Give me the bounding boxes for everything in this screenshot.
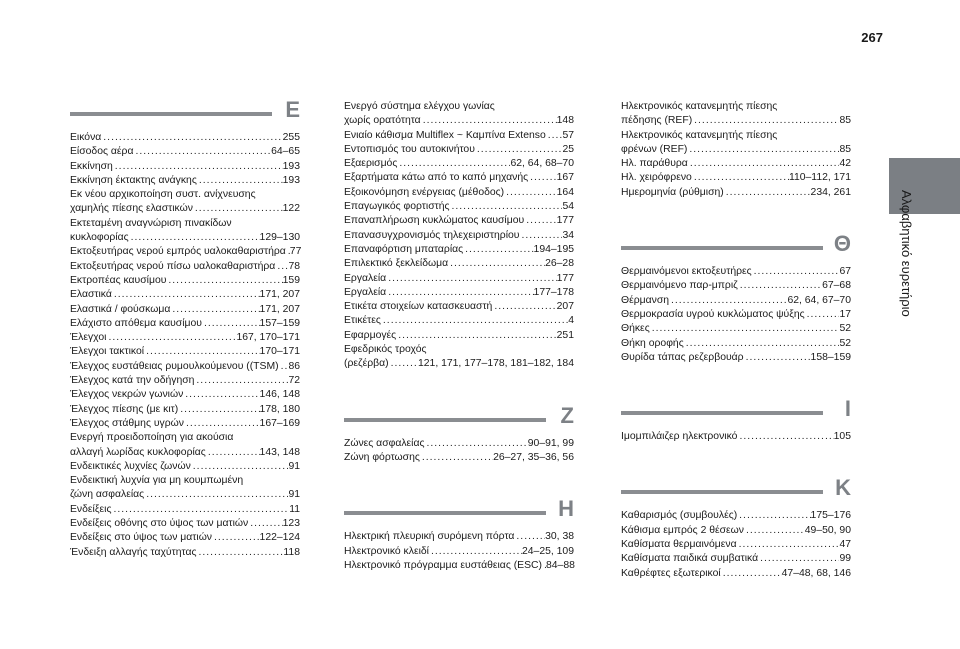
entry-name: Εργαλεία (344, 272, 387, 284)
entry-pages: 47 (839, 539, 851, 551)
entry-name: Καθίσματα θερμαινόμενα (621, 539, 737, 551)
entry-pages: 129–130 (259, 232, 300, 244)
entry-name: Θήκη οροφής (621, 337, 684, 349)
index-entry (344, 229, 574, 243)
index-entry (70, 531, 300, 545)
entry-pages: 143, 148 (259, 446, 300, 458)
dot-leader (721, 567, 782, 581)
entry-name: Επαναφόρτιση μπαταρίας (344, 243, 464, 255)
dot-leader (193, 202, 283, 216)
section-gap (621, 444, 851, 478)
entry-name: Ιμομπιλάιζερ ηλεκτρονικό (621, 431, 738, 443)
dot-leader (279, 360, 289, 374)
entry-pages: 167–169 (259, 417, 300, 429)
index-entry (621, 308, 851, 322)
dot-leader (724, 186, 811, 200)
index-entry (621, 567, 851, 581)
entry-name: Ελάχιστο απόθεμα καυσίμου (70, 317, 202, 329)
dot-leader (692, 171, 789, 185)
entry-pages: 90–91, 99 (527, 437, 574, 449)
index-entry (344, 214, 574, 228)
entry-name: Ηλεκτρονικό κλειδί (344, 545, 429, 557)
dot-leader (448, 257, 545, 271)
entry-pages: 62, 64, 67–70 (787, 294, 851, 306)
index-entry (70, 260, 300, 274)
dot-leader (546, 129, 563, 143)
entry-pages: 67–68 (822, 280, 851, 292)
entry-pages: 251 (556, 329, 574, 341)
index-entry (70, 517, 300, 531)
dot-leader (420, 451, 493, 465)
entry-pages: 54 (562, 201, 574, 213)
entry-pages: 164 (556, 186, 574, 198)
dot-leader (650, 322, 840, 336)
index-entry (344, 129, 574, 143)
entry-pages: 85 (839, 115, 851, 127)
index-entry (70, 131, 300, 145)
entry-pages: 193 (282, 160, 300, 172)
section-header (344, 402, 574, 435)
entry-name: Ενδεικτικές λυχνίες ζωνών (70, 460, 191, 472)
dot-leader (519, 229, 562, 243)
entry-name: Επαναπλήρωση κυκλώματος καυσίμου (344, 215, 525, 227)
page-number: 267 (861, 30, 883, 45)
entry-pages: 86 (288, 360, 300, 372)
index-entry (344, 530, 574, 544)
entry-name: Εξαρτήματα κάτω από το καπό μηχανής (344, 172, 529, 184)
index-entry (70, 231, 300, 245)
dot-leader (688, 157, 840, 171)
index-entry (621, 294, 851, 308)
entry-pages: 72 (288, 375, 300, 387)
entry-name: Ηλ. χειρόφρενο (621, 172, 692, 184)
section-header (70, 97, 300, 129)
index-entry (621, 430, 851, 444)
entry-pages: 193 (282, 174, 300, 186)
index-entry (621, 265, 851, 279)
entry-pages: 122–124 (259, 532, 300, 544)
entry-name: Ελαστικά (70, 289, 112, 301)
entry-pages: 118 (283, 546, 300, 558)
section-gap (344, 465, 574, 499)
index-entry (70, 488, 300, 502)
side-label: Αλφαβητικό ευρετήριο (899, 190, 914, 317)
section-rule (621, 246, 823, 250)
entry-pages: 255 (282, 132, 300, 143)
dot-leader (805, 308, 840, 322)
dot-leader (101, 131, 282, 145)
index-entry (621, 337, 851, 351)
section-header (344, 496, 574, 528)
section-rule (344, 511, 546, 515)
entry-name: φρένων (REF) (621, 143, 688, 155)
index-entry (70, 245, 300, 259)
entry-name: Εντοπισμός του αυτοκινήτου (344, 143, 475, 155)
entry-name: Ηλ. παράθυρα (621, 158, 688, 170)
entry-name: Έλεγχος στάθμης υγρών (70, 417, 184, 429)
index-entry (344, 114, 574, 128)
dot-leader (684, 337, 840, 351)
index-entry-line: Ενδεικτική λυχνία για μη κουμπωμένη (70, 475, 244, 487)
entry-name: Ελαστικά / φούσκωμα (70, 303, 171, 315)
index-entry (621, 351, 851, 365)
entry-pages: 170–171 (259, 346, 300, 358)
dot-leader (202, 317, 260, 331)
entry-pages: 52 (839, 323, 851, 335)
dot-leader (386, 272, 556, 286)
entry-pages: 30, 38 (545, 531, 574, 543)
entry-pages: 34 (562, 229, 574, 241)
index-entry (70, 345, 300, 359)
entry-pages: 178, 180 (259, 403, 300, 415)
index-entry-line: Εκτεταμένη αναγνώριση πινακίδων (70, 217, 232, 229)
entry-name: Ζώνες ασφαλείας (344, 437, 425, 449)
entry-name: Έλεγχος πίεσης (με κιτ) (70, 403, 179, 415)
index-entry (344, 545, 574, 559)
dot-leader (758, 552, 839, 566)
entry-pages: 146, 148 (259, 389, 300, 401)
entry-pages: 157–159 (259, 317, 300, 329)
entry-name: Ζώνη φόρτωσης (344, 451, 420, 463)
entry-pages: 4 (568, 315, 574, 327)
entry-name: Κάθισμα εμπρός 2 θέσεων (621, 524, 744, 536)
dot-leader (737, 538, 840, 552)
entry-name: Επιλεκτικό ξεκλείδωμα (344, 258, 449, 270)
entry-name: Έλεγχοι (70, 332, 107, 344)
entry-name: πέδησης (REF) (621, 115, 693, 127)
index-entry (70, 446, 300, 460)
entry-pages: 62, 64, 68–70 (510, 158, 574, 170)
entry-name: Ενδείξεις (70, 503, 112, 515)
dot-leader (133, 145, 271, 159)
entry-name: Είσοδος αέρα (70, 146, 134, 158)
index-entry (344, 300, 574, 314)
dot-leader (421, 114, 557, 128)
entry-pages: 207 (556, 301, 574, 313)
section-header (621, 231, 851, 263)
entry-name: Ετικέτες (344, 315, 381, 327)
index-entry (70, 503, 300, 517)
index-entry (344, 437, 574, 451)
dot-leader (389, 357, 418, 371)
index-entry-line: Ηλεκτρονικός κατανεμητής πίεσης (621, 101, 778, 112)
entry-pages: 105 (833, 431, 851, 443)
dot-leader (144, 345, 259, 359)
entry-pages: 49–50, 90 (804, 524, 851, 536)
entry-pages: 122 (282, 203, 300, 215)
index-entry-line: Εφεδρικός τροχός (344, 344, 427, 356)
index-entry-line: Εκ νέου αρχικοποίηση συστ. ανίχνευσης (70, 189, 256, 201)
entry-pages: 47–48, 68, 146 (781, 567, 851, 579)
entry-pages: 67 (839, 266, 851, 278)
entry-pages: 177–178 (533, 286, 574, 298)
dot-leader (744, 351, 811, 365)
dot-leader (166, 274, 282, 288)
entry-name: χωρίς ορατότητα (344, 115, 421, 127)
index-entry (621, 538, 851, 552)
entry-pages: 177 (556, 272, 574, 284)
index-entry-line: Ηλεκτρονικός κατανεμητής πίεσης (621, 129, 778, 141)
section-rule (344, 418, 546, 422)
dot-leader (396, 329, 556, 343)
dot-leader (475, 143, 563, 157)
dot-leader (737, 430, 833, 444)
index-entry (621, 552, 851, 566)
entry-pages: 26–28 (545, 258, 574, 270)
dot-leader (738, 279, 822, 293)
dot-leader (692, 114, 839, 128)
entry-pages: 91 (288, 489, 300, 501)
index-entry (344, 286, 574, 300)
entry-name: κυκλοφορίας (70, 232, 129, 244)
dot-leader (112, 288, 260, 302)
index-entry (70, 403, 300, 417)
section-letter: Η (558, 496, 574, 522)
entry-pages: 167 (556, 172, 574, 184)
dot-leader (275, 260, 288, 274)
index-entry (344, 329, 574, 343)
entry-pages: 42 (839, 158, 851, 170)
entry-pages: 171, 207 (259, 289, 300, 301)
index-entry (344, 157, 574, 171)
entry-pages: 64–65 (271, 146, 300, 158)
section-header (621, 396, 851, 428)
section-gap (621, 365, 851, 399)
section-letter: Θ (833, 231, 851, 257)
index-entry (621, 186, 851, 200)
dot-leader (113, 160, 283, 174)
index-entry (70, 546, 300, 560)
entry-name: Έλεγχος κατά την οδήγηση (70, 375, 195, 387)
index-entry (70, 417, 300, 431)
index-entry (344, 243, 574, 257)
index-entry (70, 317, 300, 331)
dot-leader (429, 545, 522, 559)
entry-name: Εκκίνηση (70, 160, 113, 172)
entry-name: Καθρέφτες εξωτερικοί (621, 567, 721, 579)
entry-pages: 159 (282, 274, 300, 286)
dot-leader (492, 300, 556, 314)
entry-name: Θυρίδα τάπας ρεζερβουάρ (621, 351, 744, 363)
index-entry (344, 357, 574, 371)
entry-name: Θήκες (621, 323, 650, 335)
dot-leader (524, 214, 556, 228)
index-entry (70, 288, 300, 302)
entry-name: Ενδείξεις στο ύψος των ματιών (70, 532, 213, 544)
dot-leader (184, 417, 260, 431)
dot-leader (129, 231, 260, 245)
entry-name: Εκκίνηση έκτακτης ανάγκης (70, 174, 197, 186)
entry-pages: 234, 261 (810, 186, 851, 198)
section-letter: Ι (844, 396, 851, 422)
index-entry (621, 114, 851, 128)
entry-name: Εξοικονόμηση ενέργειας (μέθοδος) (344, 186, 505, 198)
dot-leader (381, 314, 568, 328)
section-letter: Ε (285, 97, 300, 122)
dot-leader (397, 157, 510, 171)
section-gap (621, 200, 851, 234)
entry-pages: 25 (562, 143, 574, 155)
section-letter: Ζ (560, 402, 574, 428)
index-entry (621, 524, 851, 538)
dot-leader (196, 546, 283, 560)
entry-name: (ρεζέρβα) (344, 358, 389, 370)
dot-leader (194, 374, 288, 388)
entry-name: Επανασυγχρονισμός τηλεχειριστηρίου (344, 229, 520, 241)
dot-leader (248, 517, 282, 531)
entry-name: Εκτοξευτήρας νερού εμπρός υαλοκαθαριστήρα (70, 246, 286, 258)
entry-pages: 52 (839, 337, 851, 349)
section-gap (344, 372, 574, 406)
index-entry (70, 274, 300, 288)
index-entry (344, 143, 574, 157)
entry-name: Έλεγχος νεκρών γωνιών (70, 389, 184, 401)
entry-pages: 194–195 (533, 243, 574, 255)
dot-leader (386, 286, 533, 300)
index-entry (70, 145, 300, 159)
entry-pages: 84–88 (546, 559, 575, 571)
entry-pages: 17 (839, 308, 851, 320)
entry-name: Ηλεκτρική πλευρική συρόμενη πόρτα (344, 531, 515, 543)
entry-pages: 11 (289, 503, 300, 515)
dot-leader (514, 530, 545, 544)
entry-name: Εργαλεία (344, 286, 387, 298)
index-entry-line: Ενεργό σύστημα ελέγχου γωνίας (344, 101, 495, 112)
index-entry (344, 186, 574, 200)
dot-leader (504, 186, 557, 200)
index-entry (70, 374, 300, 388)
entry-pages: 171, 207 (259, 303, 300, 315)
entry-name: Ημερομηνία (ρύθμιση) (621, 186, 724, 198)
entry-pages: 167, 170–171 (236, 332, 300, 344)
entry-name: Εικόνα (70, 132, 102, 143)
entry-name: Εκτροπέας καυσίμου (70, 274, 167, 286)
dot-leader (744, 524, 805, 538)
section-rule (621, 490, 823, 494)
entry-pages: 121, 171, 177–178, 181–182, 184 (417, 358, 574, 370)
entry-name: Καθίσματα παιδικά συμβατικά (621, 553, 759, 565)
entry-name: Ενιαίο κάθισμα Multiflex ~ Καμπίνα Extenso (344, 129, 546, 141)
dot-leader (425, 437, 528, 451)
dot-leader (450, 200, 563, 214)
section-header (621, 475, 851, 507)
index-entry (344, 451, 574, 465)
entry-name: Θέρμανση (621, 294, 670, 306)
dot-leader (183, 388, 259, 402)
index-entry (621, 322, 851, 336)
entry-pages: 77 (289, 246, 302, 258)
index-entry (621, 279, 851, 293)
dot-leader (191, 460, 289, 474)
entry-pages: 99 (839, 553, 851, 565)
index-entry (344, 559, 574, 573)
entry-name: Έλεγχοι τακτικοί (70, 346, 145, 358)
entry-name: Ενδείξεις οθόνης στο ύψος των ματιών (70, 518, 249, 530)
dot-leader (206, 446, 260, 460)
dot-leader (528, 171, 557, 185)
dot-leader (669, 294, 787, 308)
entry-name: Εκτοξευτήρας νερού πίσω υαλοκαθαριστήρα (70, 260, 276, 272)
dot-leader (106, 331, 236, 345)
index-entry (344, 257, 574, 271)
entry-name: Καθαρισμός (συμβουλές) (621, 510, 738, 522)
index-entry (70, 331, 300, 345)
dot-leader (463, 243, 533, 257)
dot-leader (687, 143, 839, 157)
entry-pages: 110–112, 171 (788, 172, 851, 184)
dot-leader (197, 174, 283, 188)
entry-name: Επαγωγικός φορτιστής (344, 201, 450, 213)
entry-pages: 24–25, 109 (521, 545, 574, 557)
section-rule (70, 112, 272, 116)
dot-leader (170, 303, 259, 317)
index-entry (344, 314, 574, 328)
index-entry (70, 388, 300, 402)
dot-leader (737, 509, 810, 523)
index-entry (70, 160, 300, 174)
entry-name: Εφαρμογές (344, 329, 397, 341)
entry-pages: 177 (556, 215, 574, 227)
entry-name: Έλεγχος ευστάθειας ρυμουλκούμενου ((TSM) (70, 360, 279, 372)
index-entry (70, 460, 300, 474)
dot-leader (111, 503, 289, 517)
entry-pages: 91 (288, 460, 300, 472)
entry-pages: 85 (839, 143, 851, 155)
index-entry (70, 360, 300, 374)
entry-pages: 26–27, 35–36, 56 (493, 451, 574, 463)
entry-name: Θερμαινόμενο παρ-μπριζ (621, 280, 738, 292)
section-rule (621, 411, 823, 415)
index-entry (70, 174, 300, 188)
entry-name: Θερμοκρασία υγρού κυκλώματος ψύξης (621, 308, 805, 320)
index-column-3 (621, 100, 851, 581)
entry-name: αλλαγή λωρίδας κυκλοφορίας (70, 446, 206, 458)
index-entry (70, 303, 300, 317)
entry-name: Ηλεκτρονικό πρόγραμμα ευστάθειας (ESC) (344, 559, 542, 571)
index-entry (621, 143, 851, 157)
index-entry (621, 509, 851, 523)
index-entry (344, 272, 574, 286)
entry-name: ζώνη ασφαλείας (70, 489, 145, 501)
entry-name: Ένδειξη αλλαγής ταχύτητας (70, 546, 197, 558)
entry-pages: 78 (288, 260, 300, 272)
index-entry (621, 171, 851, 185)
entry-pages: 123 (282, 518, 300, 530)
entry-pages: 148 (556, 115, 574, 127)
index-column-1 (70, 97, 302, 560)
entry-pages: 158–159 (810, 351, 851, 363)
index-entry (70, 202, 300, 216)
entry-pages: 57 (562, 129, 574, 141)
entry-name: Ετικέτα στοιχείων κατασκευαστή (344, 301, 493, 313)
dot-leader (144, 488, 288, 502)
section-letter: Κ (835, 475, 851, 501)
index-entry (344, 171, 574, 185)
index-entry (621, 157, 851, 171)
entry-name: Εξαερισμός (344, 158, 398, 170)
entry-pages: 175–176 (810, 510, 851, 522)
index-column-2 (344, 100, 574, 573)
dot-leader (752, 265, 840, 279)
dot-leader (178, 403, 259, 417)
entry-name: Θερμαινόμενοι εκτοξευτήρες (621, 266, 752, 278)
entry-name: χαμηλής πίεσης ελαστικών (70, 203, 193, 215)
index-entry-line: Ενεργή προειδοποίηση για ακούσια (70, 432, 234, 444)
dot-leader (212, 531, 260, 545)
index-entry (344, 200, 574, 214)
